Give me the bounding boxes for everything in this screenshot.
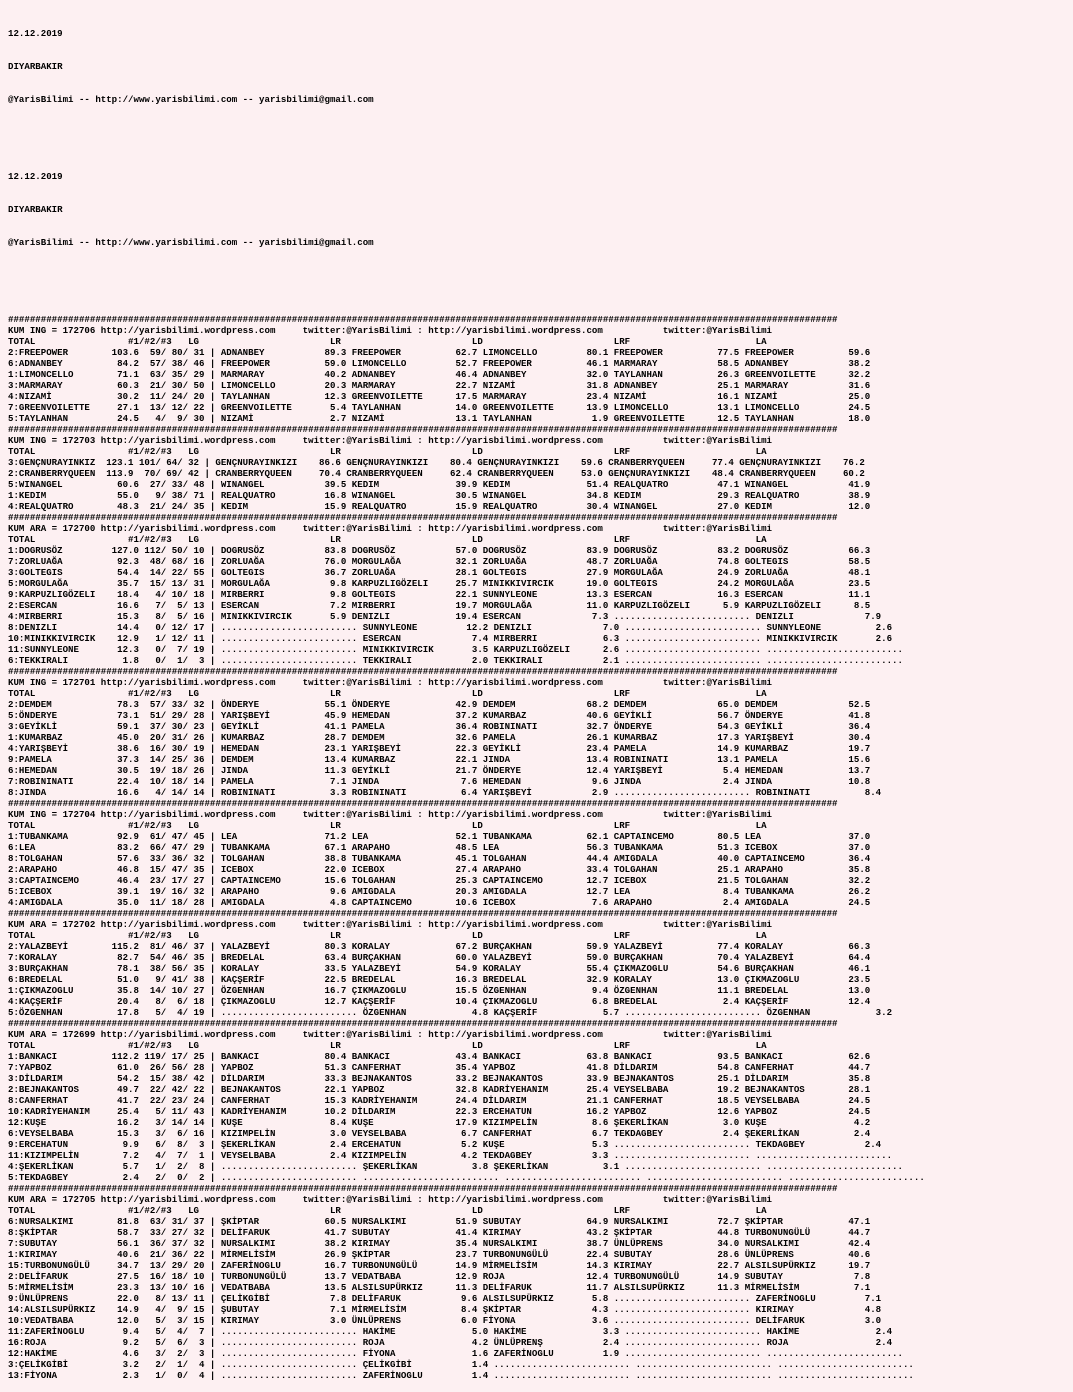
spacer [8, 270, 925, 292]
report-line: 1:KUMARBAZ 45.0 20/ 31/ 26 | KUMARBAZ 28.7 DEMDEM 32.6 PAMELA 26.1 KUMARBAZ 17.3 YARIŞBEYİ 30.4 [8, 732, 871, 743]
report-line: TOTAL #1/#2/#3 LG LR LD LRF LA [8, 1205, 767, 1216]
report-line: 8:TOLGAHAN 57.6 33/ 36/ 32 | TOLGAHAN 38.8 TUBANKAMA 45.1 TOLGAHAN 44.4 AMIGDALA 40.0 CAPTAINCEMO 36.4 [8, 853, 871, 864]
report-line: ######################################################################################################################################################## [8, 314, 838, 325]
report-line: 4:AMIGDALA 35.0 11/ 18/ 28 | AMIGDALA 4.8 CAPTAINCEMO 10.6 ICEBOX 7.6 ARAPAHO 2.4 AMIGDALA 24.5 [8, 897, 871, 908]
report-line: 1:DOGRUSÖZ 127.0 112/ 50/ 10 | DOGRUSÖZ 83.8 DOGRUSÖZ 57.0 DOGRUSÖZ 83.9 DOGRUSÖZ 83.2 DOGRUSÖZ 66.3 [8, 545, 871, 556]
report-contact: @YarisBilimi -- http://www.yarisbilimi.com -- yarisbilimi@gmail.com [8, 237, 374, 248]
report-line: TOTAL #1/#2/#3 LG LR LD LRF LA [8, 1040, 767, 1051]
report-line: 2:DELİFARUK 27.5 16/ 18/ 10 | TURBONUNGÜLÜ 13.7 VEDATBABA 12.9 ROJA 12.4 TURBONUNGÜLÜ 14.9 SUBUTAY 7.8 [8, 1271, 871, 1282]
report-line: 3:MARMARAY 60.3 21/ 30/ 50 | LIMONCELLO 20.3 MARMARAY 22.7 NIZAMİ 31.8 ADNANBEY 25.1 MARMARAY 31.6 [8, 380, 871, 391]
report-line: 3:GOLTEGIS 54.4 14/ 22/ 55 | GOLTEGIS 36.7 ZORLUAĞA 28.1 GOLTEGIS 27.9 MORGULAĞA 24.9 ZORLUAĞA 48.1 [8, 567, 871, 578]
report-line: TOTAL #1/#2/#3 LG LR LD LRF LA [8, 930, 767, 941]
report-line: 10:MINIKKIVIRCIK 12.9 1/ 12/ 11 | ......................... ESERCAN 7.4 MIRBERRI 6.3 ......................... MINIKKIVIRCIK 2.6 [8, 633, 893, 644]
report-line: 7:ZORLUAĞA 92.3 48/ 68/ 16 | ZORLUAĞA 76.0 MORGULAĞA 32.1 ZORLUAĞA 48.7 ZORLUAĞA 74.8 GOLTEGIS 58.5 [8, 556, 871, 567]
report-line: 8:ŞKİPTAR 58.7 33/ 27/ 32 | DELİFARUK 41.7 SUBUTAY 41.4 KIRIMAY 43.2 ŞKİPTAR 44.8 TURBONUNGÜLÜ 44.7 [8, 1227, 871, 1238]
report-city: DIYARBAKIR [8, 204, 63, 215]
report-line: 1:TUBANKAMA 92.9 61/ 47/ 45 | LEA 71.2 LEA 52.1 TUBANKAMA 62.1 CAPTAINCEMO 80.5 LEA 37.0 [8, 831, 871, 842]
report-line: 3:GEYİKLİ 59.1 37/ 30/ 23 | GEYİKLİ 41.1 PAMELA 36.4 ROBININATI 32.7 ÖNDERYE 54.3 GEYİKLİ 36.4 [8, 721, 871, 732]
report-line: 3:GENÇNURAYINKIZ 123.1 101/ 64/ 32 | GENÇNURAYINKIZI 86.6 GENÇNURAYINKIZI 80.4 GENÇNURAYINKIZI 59.6 CRANBERRYQUEEN 77.4 GENÇNURAYINKIZI 76.2 [8, 457, 865, 468]
report-line: 11:ZAFERİNOGLU 9.4 5/ 4/ 7 | ......................... HAKİME 5.0 HAKİME 3.3 ......................... HAKİME 2.4 [8, 1326, 893, 1337]
report-line: 9:ERCEHATUN 9.9 6/ 8/ 3 | ŞEKERLİKAN 2.4 ERCEHATUN 5.2 KUŞE 5.3 ......................... TEKDAGBEY 2.4 [8, 1139, 882, 1150]
report-line: 9:ÜNLÜPRENS 22.0 8/ 13/ 11 | ÇELİKGİBİ 7.8 DELİFARUK 9.6 ALSILSUPÜRKIZ 5.8 ......................... ZAFERİNOGLU 7.1 [8, 1293, 882, 1304]
report-line: TOTAL #1/#2/#3 LG LR LD LRF LA [8, 820, 767, 831]
report-line: ######################################################################################################################################################## [8, 1018, 838, 1029]
report-line: 9:KARPUZLIGÖZELI 18.4 4/ 10/ 18 | MIRBERRI 9.8 GOLTEGIS 22.1 SUNNYLEONE 13.3 ESERCAN 16.3 ESERCAN 11.1 [8, 589, 871, 600]
report-contact: @YarisBilimi -- http://www.yarisbilimi.com -- yarisbilimi@gmail.com [8, 94, 374, 105]
race-report-document [8, 6, 925, 1392]
report-line: 14:ALSILSUPÜRKIZ 14.9 4/ 9/ 15 | ŞUBUTAY 7.1 MİRMELİSİM 8.4 ŞKİPTAR 4.3 ......................... KIRIMAY 4.8 [8, 1304, 882, 1315]
report-line: ######################################################################################################################################################## [8, 666, 838, 677]
report-line: KUM ARA = 172702 http://yarisbilimi.wordpress.com twitter:@YarisBilimi : http://yarisbilimi.wordpress.com twitter:@YarisBilimi [8, 919, 772, 930]
report-line: 4:KAÇŞERİF 20.4 8/ 6/ 18 | ÇIKMAZOGLU 12.7 KAÇŞERİF 10.4 ÇIKMAZOGLU 6.8 BREDELAL 2.4 KAÇŞERİF 12.4 [8, 996, 871, 1007]
report-line: 3:DİLDARIM 54.2 15/ 38/ 42 | DİLDARIM 33.3 BEJNAKANTOS 33.2 BEJNAKANTOS 33.9 BEJNAKANTOS 25.1 DİLDARIM 35.8 [8, 1073, 871, 1084]
report-line: 11:SUNNYLEONE 12.3 0/ 7/ 19 | ......................... MINIKKIVIRCIK 3.5 KARPUZLIGÖZELI 2.6 ......................... ......................... [8, 644, 903, 655]
report-line: 4:YARIŞBEYİ 38.6 16/ 30/ 19 | HEMEDAN 23.1 YARIŞBEYİ 22.3 GEYİKLİ 23.4 PAMELA 14.9 KUMARBAZ 19.7 [8, 743, 871, 754]
report-line: 4:ŞEKERLİKAN 5.7 1/ 2/ 8 | ......................... ŞEKERLİKAN 3.8 ŞEKERLİKAN 3.1 ......................... ......................... [8, 1161, 903, 1172]
report-line: TOTAL #1/#2/#3 LG LR LD LRF LA [8, 688, 767, 699]
report-line: 4:NIZAMİ 30.2 11/ 24/ 20 | TAYLANHAN 12.3 GREENVOILETTE 17.5 MARMARAY 23.4 NIZAMİ 16.1 NIZAMİ 25.0 [8, 391, 871, 402]
report-line: TOTAL #1/#2/#3 LG LR LD LRF LA [8, 534, 767, 545]
report-line: 6:ADNANBEY 84.2 57/ 38/ 46 | FREEPOWER 59.0 LIMONCELLO 52.7 FREEPOWER 46.1 MARMARAY 58.5 ADNANBEY 38.2 [8, 358, 871, 369]
report-line: KUM ING = 172703 http://yarisbilimi.wordpress.com twitter:@YarisBilimi : http://yarisbilimi.wordpress.com twitter:@YarisBilimi [8, 435, 772, 446]
report-line: 2:BEJNAKANTOS 49.7 22/ 42/ 22 | BEJNAKANTOS 22.1 YAPBOZ 32.8 KADRİYEHANIM 25.4 VEYSELBABA 19.2 BEJNAKANTOS 28.1 [8, 1084, 871, 1095]
report-line: 5:ÖNDERYE 73.1 51/ 29/ 28 | YARIŞBEYİ 45.9 HEMEDAN 37.2 KUMARBAZ 40.6 GEYİKLİ 56.7 ÖNDERYE 41.8 [8, 710, 871, 721]
report-line: 5:TEKDAGBEY 2.4 2/ 0/ 2 | ......................... ......................... ......................... ......................... ......................... [8, 1172, 925, 1183]
report-line: 1:ÇIKMAZOGLU 35.8 14/ 10/ 27 | ÖZGENHAN 16.7 ÇIKMAZOGLU 15.5 ÖZGENHAN 9.4 ÖZGENHAN 11.1 BREDELAL 13.0 [8, 985, 871, 996]
report-line: 3:BURÇAKHAN 78.1 38/ 56/ 35 | KORALAY 33.5 YALAZBEYİ 54.9 KORALAY 55.4 ÇIKMAZOGLU 54.6 BURÇAKHAN 46.1 [8, 963, 871, 974]
report-line: 1:KEDIM 55.0 9/ 38/ 71 | REALQUATRO 16.8 WINANGEL 30.5 WINANGEL 34.8 KEDIM 29.3 REALQUATRO 38.9 [8, 490, 871, 501]
race-tables [8, 314, 925, 1381]
report-line: KUM ARA = 172705 http://yarisbilimi.wordpress.com twitter:@YarisBilimi : http://yarisbilimi.wordpress.com twitter:@YarisBilimi [8, 1194, 772, 1205]
report-line: KUM ARA = 172699 http://yarisbilimi.wordpress.com twitter:@YarisBilimi : http://yarisbilimi.wordpress.com twitter:@YarisBilimi [8, 1029, 772, 1040]
report-line: 16:ROJA 9.2 5/ 6/ 3 | ......................... ROJA 4.2 ÜNLÜPRENŞ 2.4 ......................... ROJA 2.4 [8, 1337, 893, 1348]
report-line: ######################################################################################################################################################## [8, 1183, 838, 1194]
report-line: 8:JINDA 16.6 4/ 14/ 14 | ROBININATI 3.3 ROBININATI 6.4 YARIŞBEYİ 2.9 ......................... ROBININATI 8.4 [8, 787, 882, 798]
report-line: 2:FREEPOWER 103.6 59/ 80/ 31 | ADNANBEY 89.3 FREEPOWER 62.7 LIMONCELLO 80.1 FREEPOWER 77.5 FREEPOWER 59.6 [8, 347, 871, 358]
report-line: 2:ESERCAN 16.6 7/ 5/ 13 | ESERCAN 7.2 MIRBERRI 19.7 MORGULAĞA 11.0 KARPUZLIGÖZELI 5.9 KARPUZLIGÖZELI 8.5 [8, 600, 871, 611]
report-line: 7:KORALAY 82.7 54/ 46/ 35 | BREDELAL 63.4 BURÇAKHAN 60.0 YALAZBEYİ 59.0 BURÇAKHAN 70.4 YALAZBEYİ 64.4 [8, 952, 871, 963]
report-line: 1:LIMONCELLO 71.1 63/ 35/ 29 | MARMARAY 40.2 ADNANBEY 46.4 ADNANBEY 32.0 TAYLANHAN 26.3 GREENVOILETTE 32.2 [8, 369, 871, 380]
report-line: 5:TAYLANHAN 24.5 4/ 9/ 30 | NIZAMİ 2.7 NIZAMİ 13.1 TAYLANHAN 1.9 GREENVOILETTE 12.5 TAYLANHAN 18.0 [8, 413, 871, 424]
report-line: 2:DEMDEM 78.3 57/ 33/ 32 | ÖNDERYE 55.1 ÖNDERYE 42.9 DEMDEM 68.2 DEMDEM 65.0 DEMDEM 52.5 [8, 699, 871, 710]
report-line: 8:CANFERHAT 41.7 22/ 23/ 24 | CANFERHAT 15.3 KADRİYEHANIM 24.4 DİLDARIM 21.1 CANFERHAT 18.5 VEYSELBABA 24.5 [8, 1095, 871, 1106]
report-line: 2:ARAPAHO 46.8 15/ 47/ 35 | ICEBOX 22.0 ICEBOX 27.4 ARAPAHO 33.4 TOLGAHAN 25.1 ARAPAHO 35.8 [8, 864, 871, 875]
report-line: 6:TEKKIRALI 1.8 0/ 1/ 3 | ......................... TEKKIRALI 2.0 TEKKIRALI 2.1 ......................... ......................... [8, 655, 903, 666]
report-line: 5:ICEBOX 39.1 19/ 16/ 32 | ARAPAHO 9.6 AMIGDALA 20.3 AMIGDALA 12.7 LEA 8.4 TUBANKAMA 26.2 [8, 886, 871, 897]
report-line: 7:SUBUTAY 56.1 36/ 37/ 32 | NURSALKIMI 38.2 KIRIMAY 35.4 NURSALKIMI 38.7 ÜNLÜPRENS 34.0 NURSALKIMI 42.4 [8, 1238, 871, 1249]
report-line: 6:BREDELAL 51.0 9/ 41/ 38 | KAÇŞERİF 22.5 BREDELAL 16.3 BREDELAL 32.9 KORALAY 13.0 ÇIKMAZOGLU 23.5 [8, 974, 871, 985]
spacer [8, 127, 925, 149]
report-line: 6:HEMEDAN 30.5 19/ 18/ 26 | JINDA 11.3 GEYİKLİ 21.7 ÖNDERYE 12.4 YARIŞBEYİ 5.4 HEMEDAN 13.7 [8, 765, 871, 776]
report-line: 12:HAKİME 4.6 3/ 2/ 3 | ......................... FİYONA 1.6 ZAFERİNOGLU 1.9 ......................... ......................... [8, 1348, 903, 1359]
report-line: 11:KIZIMPELİN 7.2 4/ 7/ 1 | VEYSELBABA 2.4 KIZIMPELİN 4.2 TEKDAGBEY 3.3 ......................... ......................... [8, 1150, 893, 1161]
report-line: TOTAL #1/#2/#3 LG LR LD LRF LA [8, 446, 767, 457]
report-line: 7:ROBININATI 22.4 10/ 18/ 14 | PAMELA 7.1 JINDA 7.6 HEMEDAN 9.6 JINDA 2.4 JINDA 10.8 [8, 776, 871, 787]
report-line: KUM ING = 172704 http://yarisbilimi.wordpress.com twitter:@YarisBilimi : http://yarisbilimi.wordpress.com twitter:@YarisBilimi [8, 809, 772, 820]
report-line: TOTAL #1/#2/#3 LG LR LD LRF LA [8, 336, 767, 347]
report-line: 13:FİYONA 2.3 1/ 0/ 4 | ......................... ZAFERİNOGLU 1.4 ......................... ......................... ......................... [8, 1370, 914, 1381]
report-line: ######################################################################################################################################################## [8, 512, 838, 523]
report-line: 6:VEYSELBABA 15.3 3/ 6/ 16 | KIZIMPELİN 3.0 VEYSELBABA 6.7 CANFERHAT 6.7 TEKDAGBEY 2.4 ŞEKERLİKAN 2.4 [8, 1128, 871, 1139]
report-line: 7:GREENVOILETTE 27.1 13/ 12/ 22 | GREENVOILETTE 5.4 TAYLANHAN 14.0 GREENVOILETTE 13.9 LIMONCELLO 13.1 LIMONCELLO 24.5 [8, 402, 871, 413]
report-line: KUM ARA = 172700 http://yarisbilimi.wordpress.com twitter:@YarisBilimi : http://yarisbilimi.wordpress.com twitter:@YarisBilimi [8, 523, 772, 534]
report-line: KUM ING = 172706 http://yarisbilimi.wordpress.com twitter:@YarisBilimi : http://yarisbilimi.wordpress.com twitter:@YarisBilimi [8, 325, 772, 336]
report-line: 10:KADRİYEHANIM 25.4 5/ 11/ 43 | KADRİYEHANIM 10.2 DİLDARIM 22.3 ERCEHATUN 16.2 YAPBOZ 12.6 YAPBOZ 24.5 [8, 1106, 871, 1117]
report-line: 9:PAMELA 37.3 14/ 25/ 36 | DEMDEM 13.4 KUMARBAZ 22.1 JINDA 13.4 ROBININATI 13.1 PAMELA 15.6 [8, 754, 871, 765]
report-date: 12.12.2019 [8, 28, 63, 39]
report-line: ######################################################################################################################################################## [8, 424, 838, 435]
report-line: 3:CAPTAINCEMO 46.4 23/ 17/ 27 | CAPTAINCEMO 15.6 TOLGAHAN 25.3 CAPTAINCEMO 12.7 ICEBOX 21.5 TOLGAHAN 32.2 [8, 875, 871, 886]
report-line: 10:VEDATBABA 12.0 5/ 3/ 15 | KIRIMAY 3.0 ÜNLÜPRENS 6.0 FİYONA 3.6 ......................... DELİFARUK 3.0 [8, 1315, 882, 1326]
report-line: 2:CRANBERRYQUEEN 113.9 70/ 69/ 42 | CRANBERRYQUEEN 70.4 CRANBERRYQUEEN 62.4 CRANBERRYQUEEN 53.0 GENÇNURAYINKIZI 48.4 CRANBERRYQUEEN 60.2 [8, 468, 865, 479]
report-line: 1:BANKACI 112.2 119/ 17/ 25 | BANKACI 80.4 BANKACI 43.4 BANKACI 63.8 BANKACI 93.5 BANKACI 62.6 [8, 1051, 871, 1062]
report-line: 5:ÖZGENHAN 17.8 5/ 4/ 19 | ......................... ÖZGENHAN 4.8 KAÇŞERİF 5.7 ......................... ÖZGENHAN 3.2 [8, 1007, 893, 1018]
report-line: 7:YAPBOZ 61.0 26/ 56/ 28 | YAPBOZ 51.3 CANFERHAT 35.4 YAPBOZ 41.8 DİLDARIM 54.8 CANFERHAT 44.7 [8, 1062, 871, 1073]
report-line: 15:TURBONUNGÜLÜ 34.7 13/ 29/ 20 | ZAFERİNOGLU 16.7 TURBONUNGÜLÜ 14.9 MİRMELİSİM 14.3 KIRIMAY 22.7 ALSILSUPÜRKIZ 19.7 [8, 1260, 871, 1271]
report-city: DIYARBAKIR [8, 61, 63, 72]
report-line: 1:KIRIMAY 40.6 21/ 36/ 22 | MİRMELİSİM 26.9 ŞKİPTAR 23.7 TURBONUNGÜLÜ 22.4 SUBUTAY 28.6 ÜNLÜPRENS 40.6 [8, 1249, 871, 1260]
report-date: 12.12.2019 [8, 171, 63, 182]
report-line: 3:ÇELİKGİBİ 3.2 2/ 1/ 4 | ......................... ÇELİKGİBİ 1.4 ......................... ......................... ......................... [8, 1359, 914, 1370]
report-line: 8:DENIZLI 14.4 0/ 12/ 17 | ......................... SUNNYLEONE 12.2 DENIZLI 7.0 ......................... SUNNYLEONE 2.6 [8, 622, 893, 633]
report-line: 4:REALQUATRO 48.3 21/ 24/ 35 | KEDIM 15.9 REALQUATRO 15.9 REALQUATRO 30.4 WINANGEL 27.0 KEDIM 12.0 [8, 501, 871, 512]
report-line: 6:NURSALKIMI 81.8 63/ 31/ 37 | ŞKİPTAR 60.5 NURSALKIMI 51.9 SUBUTAY 64.9 NURSALKIMI 72.7 ŞKİPTAR 47.1 [8, 1216, 871, 1227]
report-line: 5:MİRMELİSİM 23.3 13/ 10/ 16 | VEDATBABA 13.5 ALSILSUPÜRKIZ 11.3 DELİFARUK 11.7 ALSILSUPÜRKIZ 11.3 MİRMELİSİM 7.1 [8, 1282, 871, 1293]
report-line: 2:YALAZBEYİ 115.2 81/ 46/ 37 | YALAZBEYİ 80.3 KORALAY 67.2 BURÇAKHAN 59.9 YALAZBEYİ 77.4 KORALAY 66.3 [8, 941, 871, 952]
report-line: 5:MORGULAĞA 35.7 15/ 13/ 31 | MORGULAĞA 9.8 KARPUZLIGÖZELI 25.7 MINIKKIVIRCIK 19.0 GOLTEGIS 24.2 MORGULAĞA 23.5 [8, 578, 871, 589]
report-line: ######################################################################################################################################################## [8, 908, 838, 919]
report-line: 12:KUŞE 16.2 3/ 14/ 14 | KUŞE 8.4 KUŞE 17.9 KIZIMPELİN 8.6 ŞEKERLİKAN 3.0 KUŞE 4.2 [8, 1117, 871, 1128]
report-line: ######################################################################################################################################################## [8, 798, 838, 809]
report-line: 5:WINANGEL 60.6 27/ 33/ 48 | WINANGEL 39.5 KEDIM 39.9 KEDIM 51.4 REALQUATRO 47.1 WINANGEL 41.9 [8, 479, 871, 490]
report-line: 4:MIRBERRI 15.3 8/ 5/ 16 | MINIKKIVIRCIK 5.9 DENIZLI 19.4 ESERCAN 7.3 ......................... DENIZLI 7.9 [8, 611, 882, 622]
report-line: 6:LEA 83.2 66/ 47/ 29 | TUBANKAMA 67.1 ARAPAHO 48.5 LEA 56.3 TUBANKAMA 51.3 ICEBOX 37.0 [8, 842, 871, 853]
report-line: KUM ING = 172701 http://yarisbilimi.wordpress.com twitter:@YarisBilimi : http://yarisbilimi.wordpress.com twitter:@YarisBilimi [8, 677, 772, 688]
